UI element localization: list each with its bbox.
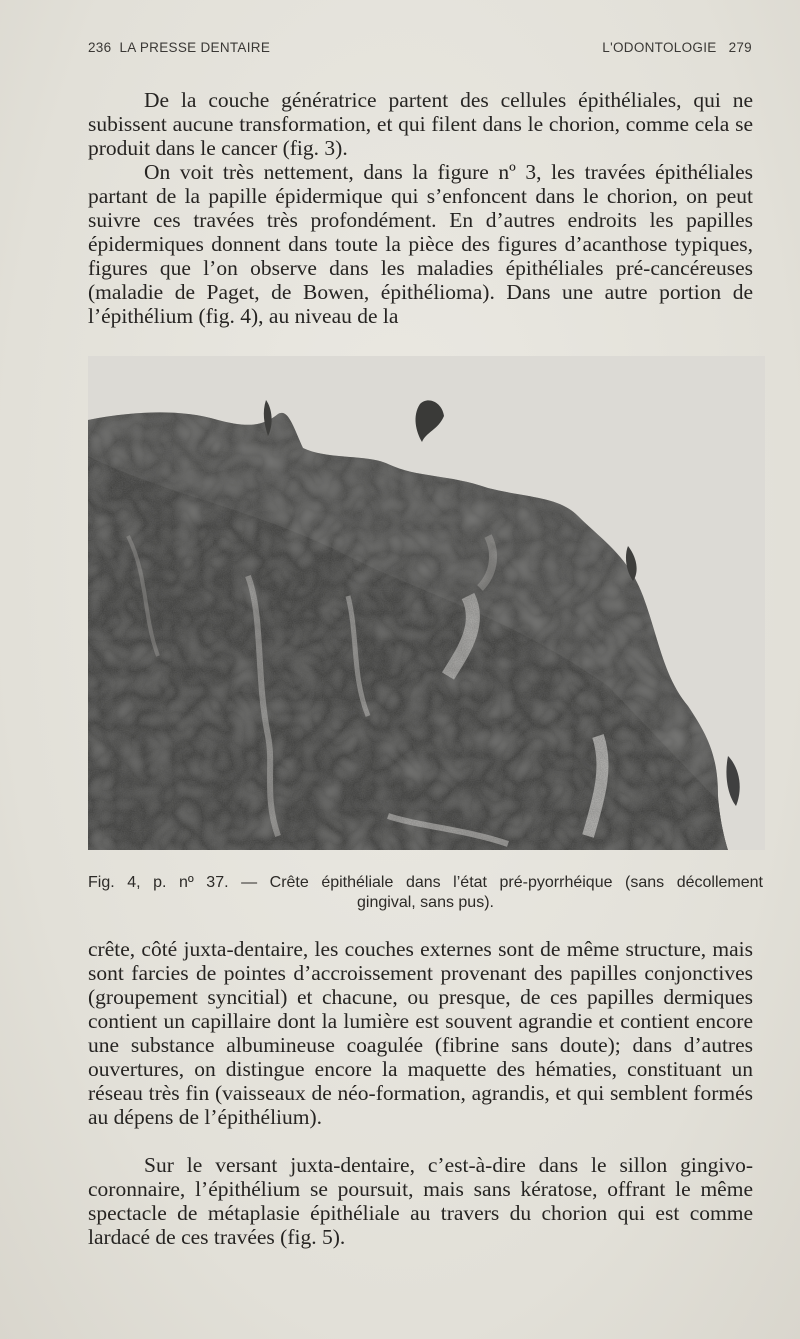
caption-line-1: Fig. 4, p. nº 37. — Crête épithéliale dans l’état pré-pyorrhéique (sans décollement: [88, 874, 763, 891]
running-head-right: [602, 40, 752, 55]
caption-line-2: gingival, sans pus).: [357, 894, 494, 911]
left-page-number: 236: [88, 40, 112, 55]
tissue-micrograph: [88, 356, 765, 850]
paragraph-3: crête, côté juxta-dentaire, les couches externes sont de même structure, mais sont farcies de pointes d’accroissement provenant des papilles conjonctives (groupement syncitial) et chacune, ou presque, de ces papilles dermiques contient un capillaire dont la lumière est souvent agrandie et contient encore une substance albumineuse coagulée (fibrine sans doute); dans d’autres ouvertures, on distingue encore la maquette des hématies, constituant un réseau très fin (vaisseaux de néo-formation, agrandis, et qui semblent formés au dépens de l’épithélium).: [88, 937, 753, 1129]
right-page-number: 279: [728, 40, 752, 55]
running-head: [88, 40, 752, 60]
right-journal-title: L'ODONTOLOGIE: [602, 40, 717, 55]
running-head-left: [88, 40, 270, 55]
figure-caption: [88, 873, 763, 913]
paragraph-2: On voit très nettement, dans la figure nº 3, les travées épithéliales partant de la papille épidermique qui s’enfoncent dans le chorion, on peut suivre ces travées très profondément. En d’autres endroits les papilles épidermiques donnent dans toute la pièce des figures d’acanthose typiques, figures que l’on observe dans les maladies épithéliales pré-cancéreuses (maladie de Paget, de Bowen, épithélioma). Dans une autre portion de l’épithélium (fig. 4), au niveau de la: [88, 160, 753, 328]
paragraph-1: De la couche génératrice partent des cellules épithéliales, qui ne subissent aucune transformation, et qui filent dans le chorion, comme cela se produit dans le cancer (fig. 3).: [88, 88, 753, 160]
paragraph-4: Sur le versant juxta-dentaire, c’est-à-dire dans le sillon gingivo-coronnaire, l’épithélium se poursuit, mais sans kératose, offrant le même spectacle de métaplasie épithéliale au travers du chorion qui est comme lardacé de ces travées (fig. 5).: [88, 1153, 753, 1249]
histology-photograph: [88, 356, 765, 850]
left-journal-title: LA PRESSE DENTAIRE: [119, 40, 271, 55]
